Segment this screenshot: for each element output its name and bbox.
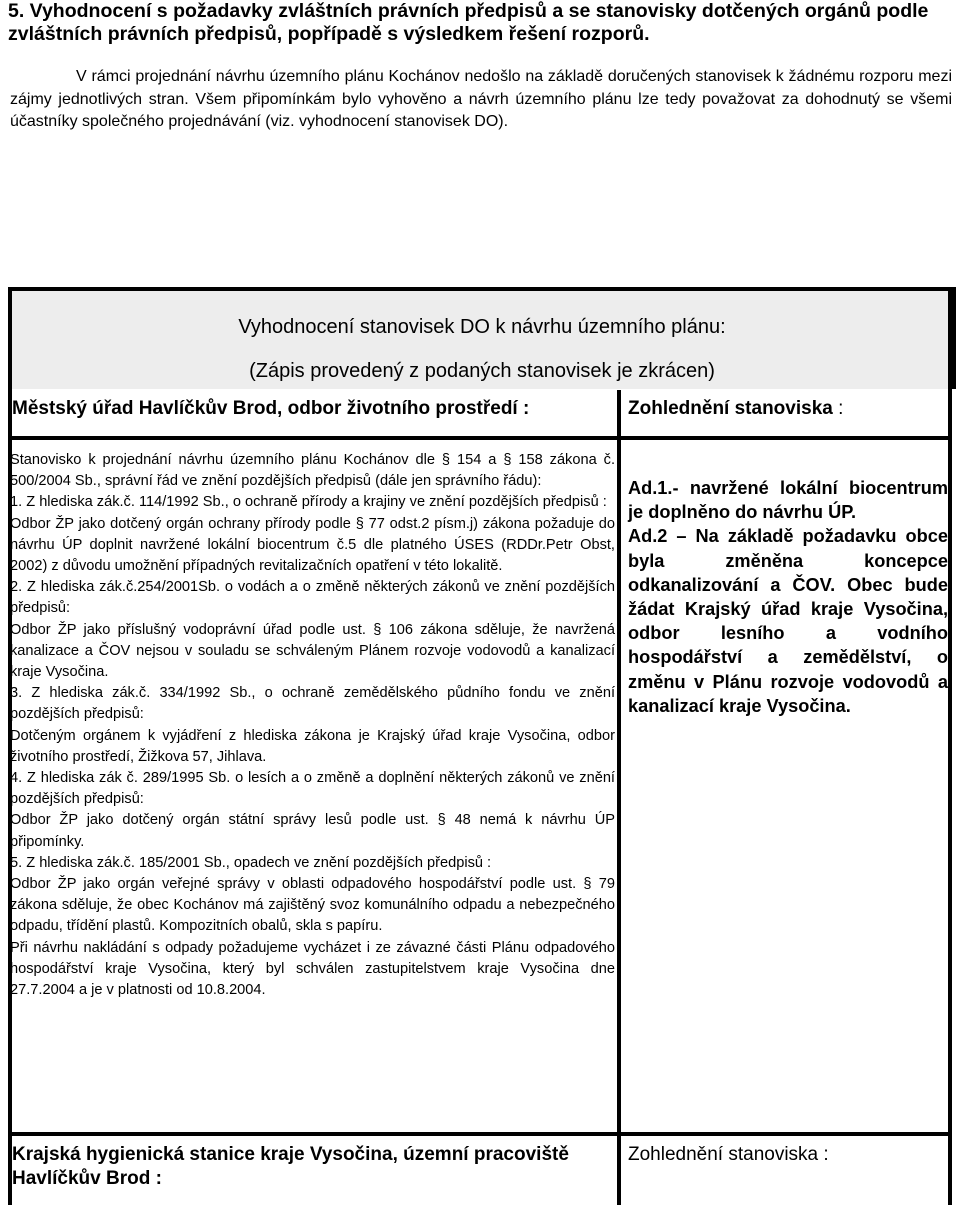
statement-paragraph: 2. Z hlediska zák.č.254/2001Sb. o vodách a o změně některých zákonů ve znění pozdějších předpisů: [10, 579, 615, 617]
table-title: Vyhodnocení stanovisek DO k návrhu územního plánu: [238, 316, 726, 338]
statement-paragraph: Odbor ŽP jako dotčený orgán ochrany přírody podle § 77 odst.2 písm.j) zákona požaduje do návrhu ÚP doplnit navržené lokální biocentrum č.5 dle platného ÚSES (RDDr.Petr Obst, 2002) z důvodu umožnění případných revitalizačních opatření v této lokalitě. [10, 515, 615, 575]
statement-paragraph: 3. Z hlediska zák.č. 334/1992 Sb., o ochraně zemědělského půdního fondu ve znění pozdějších předpisů: [10, 685, 615, 723]
table-border-right [948, 287, 952, 1205]
consideration-heading [628, 397, 948, 421]
consideration-colon: : [832, 398, 844, 419]
authority-heading-2: Krajská hygienická stanice kraje Vysočina, územní pracoviště Havlíčkův Brod : [12, 1144, 569, 1189]
authority-heading: Městský úřad Havlíčkův Brod, odbor životního prostředí : [12, 398, 530, 419]
statement-paragraph: Stanovisko k projednání návrhu územního plánu Kochánov dle § 154 a § 158 zákona č. 500/2004 Sb., správní řád ve znění pozdějších předpisů (dále jen správního řádu): [10, 452, 615, 490]
intro-paragraph [10, 66, 952, 134]
section-heading: 5. Vyhodnocení s požadavky zvláštních právních předpisů a se stanovisky dotčených orgánů podle zvláštních právních předpisů, popřípadě s výsledkem řešení rozporů. [8, 0, 929, 45]
statement-paragraph: Dotčeným orgánem k vyjádření z hlediska zákona je Krajský úřad kraje Vysočina, odbor životního prostředí, Žižkova 57, Jihlava. [10, 727, 615, 765]
consideration-label: Zohlednění stanoviska [628, 398, 833, 419]
statement-paragraph: 1. Z hlediska zák.č. 114/1992 Sb., o ochraně přírody a krajiny ve znění pozdějších předpisů : [10, 494, 607, 511]
consideration-heading-2: Zohlednění stanoviska : [628, 1144, 829, 1165]
table-title-box [8, 287, 956, 389]
statement-paragraph: Odbor ŽP jako orgán veřejné správy v oblasti odpadového hospodářství podle ust. § 79 zákona sděluje, že obec Kochánov má zajištěný svoz komunálního odpadu a nebezpečného odpadu, třídění plastů. Kompozitních obalů, skla s papíru. [10, 876, 615, 935]
table-subtitle: (Zápis provedený z podaných stanovisek je zkrácen) [249, 360, 715, 382]
table-row-divider-header [8, 436, 952, 440]
statement-paragraph: Odbor ŽP jako dotčený orgán státní správy lesů podle ust. § 48 nemá k návrhu ÚP připomínky. [10, 812, 615, 850]
response-text [628, 476, 948, 718]
intro-text: V rámci projednání návrhu územního plánu Kochánov nedošlo na základě doručených stanovisek k žádnému rozporu mezi zájmy jednotlivých stran. Všem připomínkám bylo vyhověno a návrh územního plánu lze tedy považovat za dohodnutý se všemi účastníky společného projednávání (viz. vyhodnocení stanovisek DO). [10, 68, 952, 130]
statement-paragraph: 5. Z hlediska zák.č. 185/2001 Sb., opadech ve znění pozdějších předpisů : [10, 854, 492, 871]
statement-paragraph: 4. Z hlediska zák č. 289/1995 Sb. o lesích a o změně a doplnění některých zákonů ve znění pozdějších předpisů: [10, 770, 615, 808]
response-paragraph: Ad.2 – Na základě požadavku obce byla změněna koncepce odkanalizování a ČOV. Obec bude žádat Krajský úřad kraje Vysočina, odbor lesního a vodního hospodářství a zemědělství, o změnu v Plánu rozvoje vodovodů a kanalizací kraje Vysočina. [628, 526, 948, 716]
statement-paragraph: Odbor ŽP jako příslušný vodoprávní úřad podle ust. § 106 zákona sděluje, že navržená kanalizace a ČOV nejsou v souladu se schváleným Plánem rozvoje vodovodů a kanalizací kraje Vysočina. [10, 621, 615, 681]
table-column-divider [617, 390, 621, 1205]
statement-text [10, 450, 615, 1001]
statement-paragraph: Při návrhu nakládání s odpady požadujeme vycházet i ze závazné části Plánu odpadového hospodářství kraje Vysočina, který byl schválen zastupitelstvem kraje Vysočina dne 27.7.2004 a je v platnosti od 10.8.2004. [10, 939, 615, 999]
response-paragraph: Ad.1.- navržené lokální biocentrum je doplněno do návrhu ÚP. [628, 478, 948, 523]
table-row-divider-body [8, 1132, 952, 1136]
